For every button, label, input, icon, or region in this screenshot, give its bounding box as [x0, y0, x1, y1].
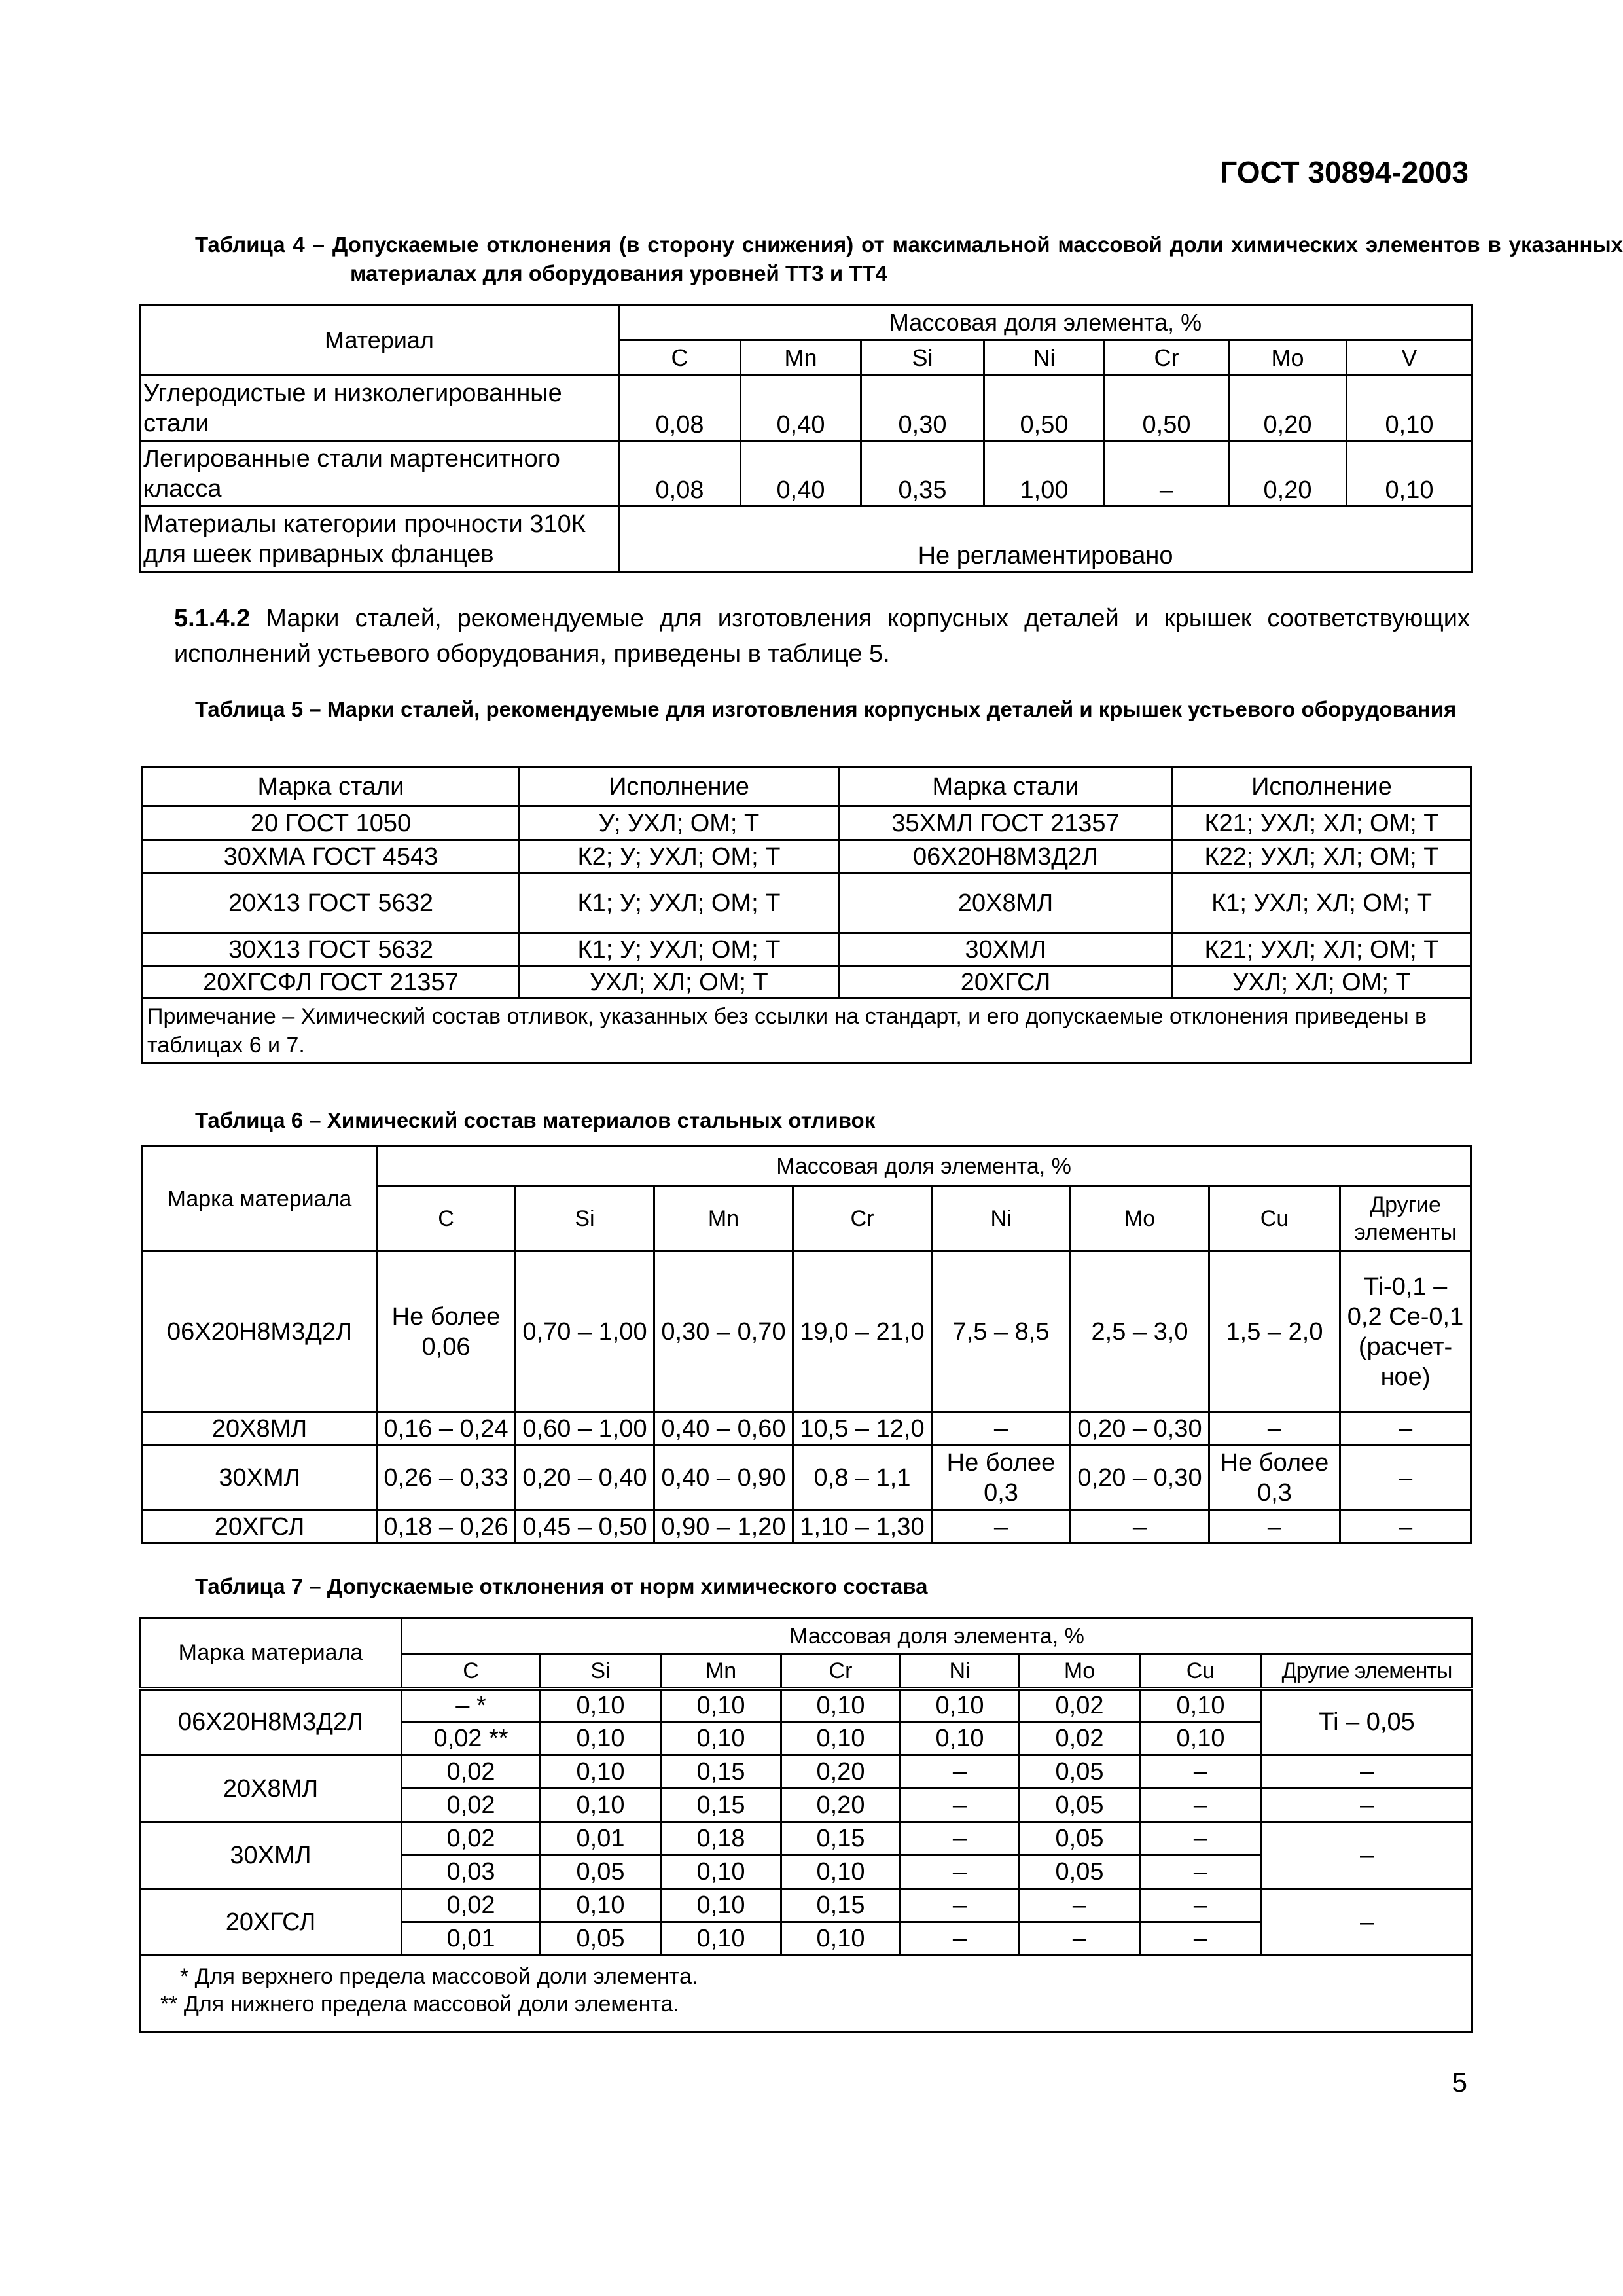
table-5-note: Примечание – Химический состав отливок, указанных без ссылки на стандарт, и его допускаемые отклонения приведены в таблицах 6 и 7.: [143, 999, 1471, 1063]
table-cell: Не более 0,3: [932, 1445, 1071, 1511]
table-cell: 0,15: [661, 1789, 781, 1822]
table-cell: 30ХМЛ: [839, 933, 1173, 966]
table-cell: 0,10: [901, 1689, 1020, 1722]
table-cell: –: [1140, 1822, 1262, 1856]
table-cell: 0,02: [402, 1822, 541, 1856]
table-4-header-element: Ni: [984, 340, 1105, 376]
table-4-label: Таблица 4: [195, 232, 305, 257]
table-cell: 0,10: [661, 1889, 781, 1922]
table-cell: 0,40: [741, 376, 861, 441]
table-row: [143, 840, 1471, 873]
table-cell: УХЛ; ХЛ; ОМ; Т: [1173, 966, 1471, 999]
table-cell: 0,10: [661, 1722, 781, 1755]
table-cell: 20Х13 ГОСТ 5632: [143, 873, 520, 933]
table-6-header-group: Массовая доля элемента, %: [377, 1147, 1471, 1186]
document-id: ГОСТ 30894-2003: [1220, 155, 1469, 189]
table-cell: 30ХМЛ: [143, 1445, 377, 1511]
table-cell: 0,10: [1140, 1689, 1262, 1722]
table-cell: 20ХГСЛ: [143, 1511, 377, 1543]
table-cell: –: [1071, 1511, 1209, 1543]
table-cell: 0,20: [1229, 376, 1347, 441]
table-cell: 0,20 – 0,30: [1071, 1412, 1209, 1445]
table-6-header-element: Cr: [793, 1186, 932, 1251]
table-cell: –: [1340, 1412, 1471, 1445]
table-7-material: 30ХМЛ: [140, 1822, 402, 1889]
table-cell: 0,18 – 0,26: [377, 1511, 516, 1543]
table-cell: – *: [402, 1689, 541, 1722]
table-cell: 30Х13 ГОСТ 5632: [143, 933, 520, 966]
table-4-header-element: C: [619, 340, 741, 376]
table-cell: 0,40 – 0,90: [654, 1445, 793, 1511]
table-cell: 0,05: [1020, 1856, 1140, 1889]
table-cell: 0,15: [781, 1889, 901, 1922]
table-cell: –: [901, 1822, 1020, 1856]
table-cell: 1,10 – 1,30: [793, 1511, 932, 1543]
table-cell: 2,5 – 3,0: [1071, 1251, 1209, 1412]
table-cell: УХЛ; ХЛ; ОМ; Т: [520, 966, 839, 999]
table-cell: 0,10: [781, 1922, 901, 1956]
table-row: [143, 1511, 1471, 1543]
table-4: [139, 304, 1473, 573]
table-6-label: Таблица 6: [195, 1108, 304, 1132]
table-cell: 0,20 – 0,30: [1071, 1445, 1209, 1511]
table-7-header-element: Другие элементы: [1262, 1655, 1472, 1689]
table-cell-other: Ti – 0,05: [1262, 1689, 1472, 1755]
table-cell: 0,10: [541, 1722, 661, 1755]
table-cell: –: [1140, 1789, 1262, 1822]
table-6-header-element: Cu: [1209, 1186, 1340, 1251]
table-cell: –: [932, 1412, 1071, 1445]
table-row: [140, 507, 1472, 572]
table-5-header: Исполнение: [1173, 767, 1471, 806]
table-cell: К1; УХЛ; ХЛ; ОМ; Т: [1173, 873, 1471, 933]
table-cell: 19,0 – 21,0: [793, 1251, 932, 1412]
table-cell: –: [901, 1755, 1020, 1789]
table-cell: 0,50: [984, 376, 1105, 441]
table-cell: 0,02: [1020, 1689, 1140, 1722]
table-cell: 0,10: [781, 1856, 901, 1889]
table-cell: 0,08: [619, 441, 741, 507]
table-7-header-group: Массовая доля элемента, %: [402, 1618, 1472, 1655]
table-cell: 0,05: [1020, 1822, 1140, 1856]
table-4-header-element: Mo: [1229, 340, 1347, 376]
table-row: [143, 1412, 1471, 1445]
table-cell: 0,10: [781, 1689, 901, 1722]
table-cell: 20ХГСЛ: [839, 966, 1173, 999]
table-cell: 0,50: [1105, 376, 1229, 441]
table-row: [143, 873, 1471, 933]
table-cell: 0,05: [1020, 1755, 1140, 1789]
table-cell: 7,5 – 8,5: [932, 1251, 1071, 1412]
table-cell: 0,02: [402, 1755, 541, 1789]
table-cell: 0,10: [1347, 376, 1472, 441]
table-7: [139, 1617, 1473, 2033]
table-cell: 0,40 – 0,60: [654, 1412, 793, 1445]
table-cell: –: [901, 1922, 1020, 1956]
table-6-header-element: Другие элементы: [1340, 1186, 1471, 1251]
table-5: [141, 766, 1472, 1064]
table-4-material: Материалы категории прочности 310К для шеек приварных фланцев: [140, 507, 619, 572]
table-5-header: Марка стали: [143, 767, 520, 806]
table-cell: 0,8 – 1,1: [793, 1445, 932, 1511]
table-row: [140, 1755, 1472, 1789]
table-5-header: Марка стали: [839, 767, 1173, 806]
table-6-header-element: Mo: [1071, 1186, 1209, 1251]
table-4-caption: [195, 230, 1623, 288]
table-7-label: Таблица 7: [195, 1574, 304, 1598]
table-cell: –: [1105, 441, 1229, 507]
table-cell: 0,40: [741, 441, 861, 507]
table-4-header-element: Mn: [741, 340, 861, 376]
section-number: 5.1.4.2: [174, 605, 251, 632]
table-cell: К2; У; УХЛ; ОМ; Т: [520, 840, 839, 873]
table-cell: 20ХГСФЛ ГОСТ 21357: [143, 966, 520, 999]
table-cell: 10,5 – 12,0: [793, 1412, 932, 1445]
table-cell: –: [1020, 1889, 1140, 1922]
table-cell: 0,20: [781, 1789, 901, 1822]
table-row: [140, 376, 1472, 441]
table-cell: 1,5 – 2,0: [1209, 1251, 1340, 1412]
table-4-header-material: Материал: [140, 305, 619, 376]
table-cell: 0,10: [901, 1722, 1020, 1755]
table-row: [140, 1889, 1472, 1922]
table-cell: 0,10: [541, 1789, 661, 1822]
table-cell: Не более 0,06: [377, 1251, 516, 1412]
table-cell: 0,02 **: [402, 1722, 541, 1755]
table-cell: 0,18: [661, 1822, 781, 1856]
table-cell: 0,20 – 0,40: [516, 1445, 654, 1511]
table-row: [143, 1445, 1471, 1511]
table-cell: 0,02: [1020, 1722, 1140, 1755]
table-cell-other: –: [1262, 1889, 1472, 1956]
table-4-header-element: Si: [861, 340, 984, 376]
table-6-header-element: Mn: [654, 1186, 793, 1251]
table-6: [141, 1145, 1472, 1544]
table-row: [140, 1689, 1472, 1722]
table-4-header-element: Cr: [1105, 340, 1229, 376]
table-4-material: Легированные стали мартенситного класса: [140, 441, 619, 507]
table-cell: 0,60 – 1,00: [516, 1412, 654, 1445]
table-cell: 35ХМЛ ГОСТ 21357: [839, 806, 1173, 840]
table-6-caption-text: – Химический состав материалов стальных отливок: [303, 1108, 876, 1132]
table-cell: –: [1140, 1922, 1262, 1956]
table-cell: –: [1020, 1922, 1140, 1956]
table-row: [140, 1822, 1472, 1856]
table-cell: 0,10: [781, 1722, 901, 1755]
table-cell: –: [901, 1856, 1020, 1889]
table-cell: 0,10: [541, 1689, 661, 1722]
table-cell: 20Х8МЛ: [839, 873, 1173, 933]
table-cell: 0,30: [861, 376, 984, 441]
table-row: [143, 933, 1471, 966]
table-cell: У; УХЛ; ОМ; Т: [520, 806, 839, 840]
table-5-caption-text: – Марки сталей, рекомендуемые для изготовления корпусных деталей и крышек устьевого оборудования: [303, 697, 1457, 721]
table-7-material: 20ХГСЛ: [140, 1889, 402, 1956]
table-7-header-element: Si: [541, 1655, 661, 1689]
table-cell: 0,10: [541, 1889, 661, 1922]
table-cell: –: [901, 1789, 1020, 1822]
footnote-upper: * Для верхнего предела массовой доли элемента.: [180, 1964, 698, 1989]
table-cell: Ti-0,1 – 0,2 Ce-0,1 (расчет-ное): [1340, 1251, 1471, 1412]
table-cell: –: [1209, 1412, 1340, 1445]
table-cell: 0,26 – 0,33: [377, 1445, 516, 1511]
table-cell: 0,10: [1347, 441, 1472, 507]
table-7-header-element: Ni: [901, 1655, 1020, 1689]
table-6-header-element: Si: [516, 1186, 654, 1251]
table-cell: 0,20: [1229, 441, 1347, 507]
table-cell: –: [932, 1511, 1071, 1543]
table-7-header-material: Марка материала: [140, 1618, 402, 1689]
table-5-label: Таблица 5: [195, 697, 304, 721]
footnote-lower: ** Для нижнего предела массовой доли элемента.: [160, 1992, 679, 2017]
table-cell: 0,90 – 1,20: [654, 1511, 793, 1543]
table-cell: –: [1140, 1755, 1262, 1789]
table-cell-not-regulated: Не регламентировано: [619, 507, 1472, 572]
table-cell: 0,01: [402, 1922, 541, 1956]
table-cell: –: [1340, 1511, 1471, 1543]
table-cell: 0,20: [781, 1755, 901, 1789]
table-6-header-element: C: [377, 1186, 516, 1251]
table-cell: 0,15: [781, 1822, 901, 1856]
table-4-header-group: Массовая доля элемента, %: [619, 305, 1472, 340]
table-5-header: Исполнение: [520, 767, 839, 806]
table-cell: К22; УХЛ; ХЛ; ОМ; Т: [1173, 840, 1471, 873]
table-cell-other: –: [1262, 1789, 1472, 1822]
table-row: [140, 441, 1472, 507]
table-cell: 0,10: [661, 1922, 781, 1956]
table-cell: 0,35: [861, 441, 984, 507]
table-cell: 0,30 – 0,70: [654, 1251, 793, 1412]
table-4-material: Углеродистые и низколегированные стали: [140, 376, 619, 441]
table-cell: К1; У; УХЛ; ОМ; Т: [520, 873, 839, 933]
table-cell: 0,15: [661, 1755, 781, 1789]
table-7-material: 20Х8МЛ: [140, 1755, 402, 1822]
table-cell: 30ХМА ГОСТ 4543: [143, 840, 520, 873]
table-cell: 0,02: [402, 1889, 541, 1922]
table-cell: 0,70 – 1,00: [516, 1251, 654, 1412]
table-cell: 0,10: [541, 1755, 661, 1789]
table-cell: 0,08: [619, 376, 741, 441]
table-cell: 0,10: [661, 1856, 781, 1889]
table-5-caption: [195, 695, 1623, 724]
table-6-header-material: Марка материала: [143, 1147, 377, 1251]
table-cell: К21; УХЛ; ХЛ; ОМ; Т: [1173, 806, 1471, 840]
table-4-header-element: V: [1347, 340, 1472, 376]
table-cell: –: [1340, 1445, 1471, 1511]
table-cell: –: [1209, 1511, 1340, 1543]
table-4-caption-text: – Допускаемые отклонения (в сторону снижения) от максимальной массовой доли химических элементов в указанных материалах для оборудования уровней ТТ3 и ТТ4: [304, 232, 1623, 285]
table-cell: 0,05: [1020, 1789, 1140, 1822]
table-cell: 0,05: [541, 1922, 661, 1956]
table-cell: –: [1140, 1856, 1262, 1889]
table-cell: 20Х8МЛ: [143, 1412, 377, 1445]
table-cell: 0,03: [402, 1856, 541, 1889]
table-7-header-element: Cr: [781, 1655, 901, 1689]
table-6-header-element: Ni: [932, 1186, 1071, 1251]
table-cell: 0,45 – 0,50: [516, 1511, 654, 1543]
table-cell: 0,10: [1140, 1722, 1262, 1755]
table-cell: 20 ГОСТ 1050: [143, 806, 520, 840]
table-cell: 0,10: [661, 1689, 781, 1722]
page-number: 5: [1452, 2067, 1467, 2098]
table-cell: 0,01: [541, 1822, 661, 1856]
table-cell: –: [901, 1889, 1020, 1922]
table-cell: 06Х20Н8М3Д2Л: [143, 1251, 377, 1412]
table-7-material: 06Х20Н8М3Д2Л: [140, 1689, 402, 1755]
table-row: [143, 806, 1471, 840]
table-cell: К21; УХЛ; ХЛ; ОМ; Т: [1173, 933, 1471, 966]
table-7-header-element: Mn: [661, 1655, 781, 1689]
table-7-caption-text: – Допускаемые отклонения от норм химического состава: [303, 1574, 928, 1598]
table-row: [143, 1251, 1471, 1412]
table-cell: 0,02: [402, 1789, 541, 1822]
section-5-1-4-2: [174, 601, 1470, 672]
table-cell: К1; У; УХЛ; ОМ; Т: [520, 933, 839, 966]
table-7-header-element: Mo: [1020, 1655, 1140, 1689]
table-6-caption: [195, 1106, 1468, 1135]
table-cell: Не более 0,3: [1209, 1445, 1340, 1511]
table-cell: 06Х20Н8М3Д2Л: [839, 840, 1173, 873]
table-row: [143, 966, 1471, 999]
table-7-footnotes: [140, 1956, 1472, 2032]
table-cell: –: [1140, 1889, 1262, 1922]
table-cell-other: –: [1262, 1755, 1472, 1789]
table-7-header-element: Cu: [1140, 1655, 1262, 1689]
table-7-header-element: C: [402, 1655, 541, 1689]
table-cell: 0,05: [541, 1856, 661, 1889]
table-cell: 0,16 – 0,24: [377, 1412, 516, 1445]
section-text: Марки сталей, рекомендуемые для изготовления корпусных деталей и крышек соответствующих исполнений устьевого оборудования, приведены в таблице 5.: [174, 605, 1470, 668]
table-cell-other: –: [1262, 1822, 1472, 1889]
table-7-caption: [195, 1572, 1468, 1601]
table-cell: 1,00: [984, 441, 1105, 507]
